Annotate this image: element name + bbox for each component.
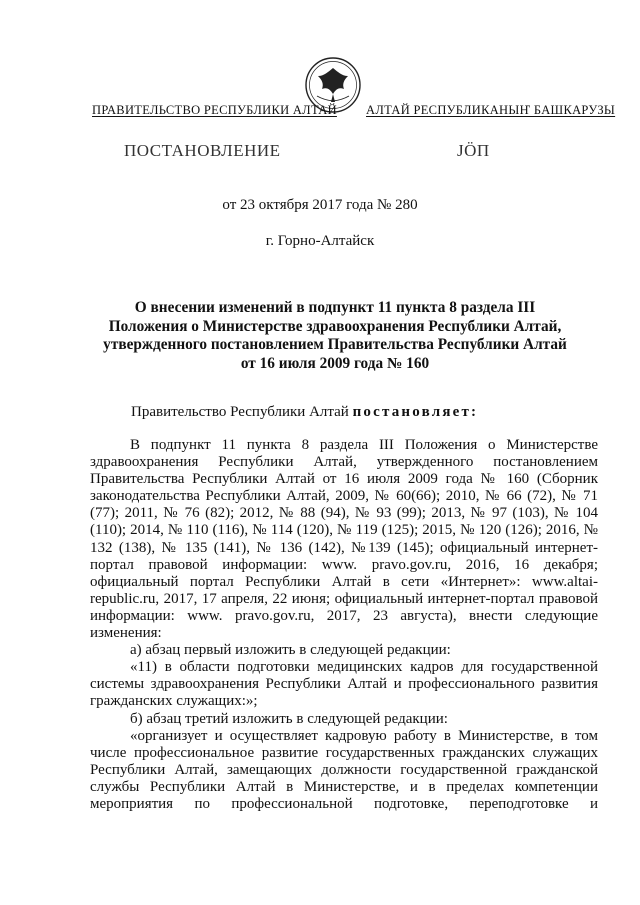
government-name-altai: АЛТАЙ РЕСПУБЛИКАНЫҤ БАШКАРУЗЫ (366, 103, 616, 117)
paragraph-item-a: а) абзац первый изложить в следующей редакции: (130, 642, 451, 659)
document-title: О внесении изменений в подпункт 11 пункта 8 раздела III Положения о Министерстве здравоохранения Республики Алтай, утвержденного постановлением Правительства Республики Алтай от 16 июля 2009 года № 160 (103, 299, 567, 372)
preamble (131, 404, 478, 421)
preamble-text: Правительство Республики Алтай (131, 404, 349, 420)
doc-type-russian: ПОСТАНОВЛЕНИЕ (124, 141, 281, 160)
paragraph-quote-a: «11) в области подготовки медицинских кадров для государственной системы здравоохранения Республики Алтай и профессионального развития гражданских служащих:»; (90, 659, 598, 710)
paragraph-main: В подпункт 11 пункта 8 раздела III Положения о Министерстве здравоохранения Республики Алтай, утвержденного постановлением Правительства Республики Алтай от 16 июля 2009 года № 160 (Сборник законодательства Республики Алтай, 2009, № 60(66); 2010, № 66 (72), № 71 (77); 2011, № 76 (82); 2012, № 88 (94), № 93 (99); 2013, № 97 (103), № 104 (110); 2014, № 110 (116), № 114 (120), № 119 (125); 2015, № 120 (126); 2016, № 132 (138), № 135 (141), № 136 (142), №139 (145); официальный интернет-портал правовой информации: www. pravo.gov.ru, 2016, 16 декабря; официальный портал Республики Алтай в сети «Интернет»: www.altai-republic.ru, 2017, 17 апреля, 22 июня; официальный интернет-портал правовой информации: www. pravo.gov.ru, 2017, 23 августа), внести следующие изменения: (90, 437, 598, 642)
paragraph-quote-b: «организует и осуществляет кадровую работу в Министерстве, в том числе профессиональное развитие государственных гражданских служащих Республики Алтай, замещающих должности государственной гражданской службы Республики Алтай в Министерстве, и в пределах компетенции мероприятия по профессиональной подготовке, переподготовке и (90, 727, 598, 812)
doc-type-altai: ЈÖП (457, 141, 490, 160)
preamble-keyword: постановляет: (352, 404, 479, 420)
document-body (90, 437, 598, 813)
government-name-russian: ПРАВИТЕЛЬСТВО РЕСПУБЛИКИ АЛТАЙ (92, 103, 337, 117)
paragraph-item-b: б) абзац третий изложить в следующей редакции: (130, 710, 448, 727)
document-date: от 23 октября 2017 года № 280 (222, 197, 418, 213)
document-city: г. Горно-Алтайск (265, 233, 375, 249)
